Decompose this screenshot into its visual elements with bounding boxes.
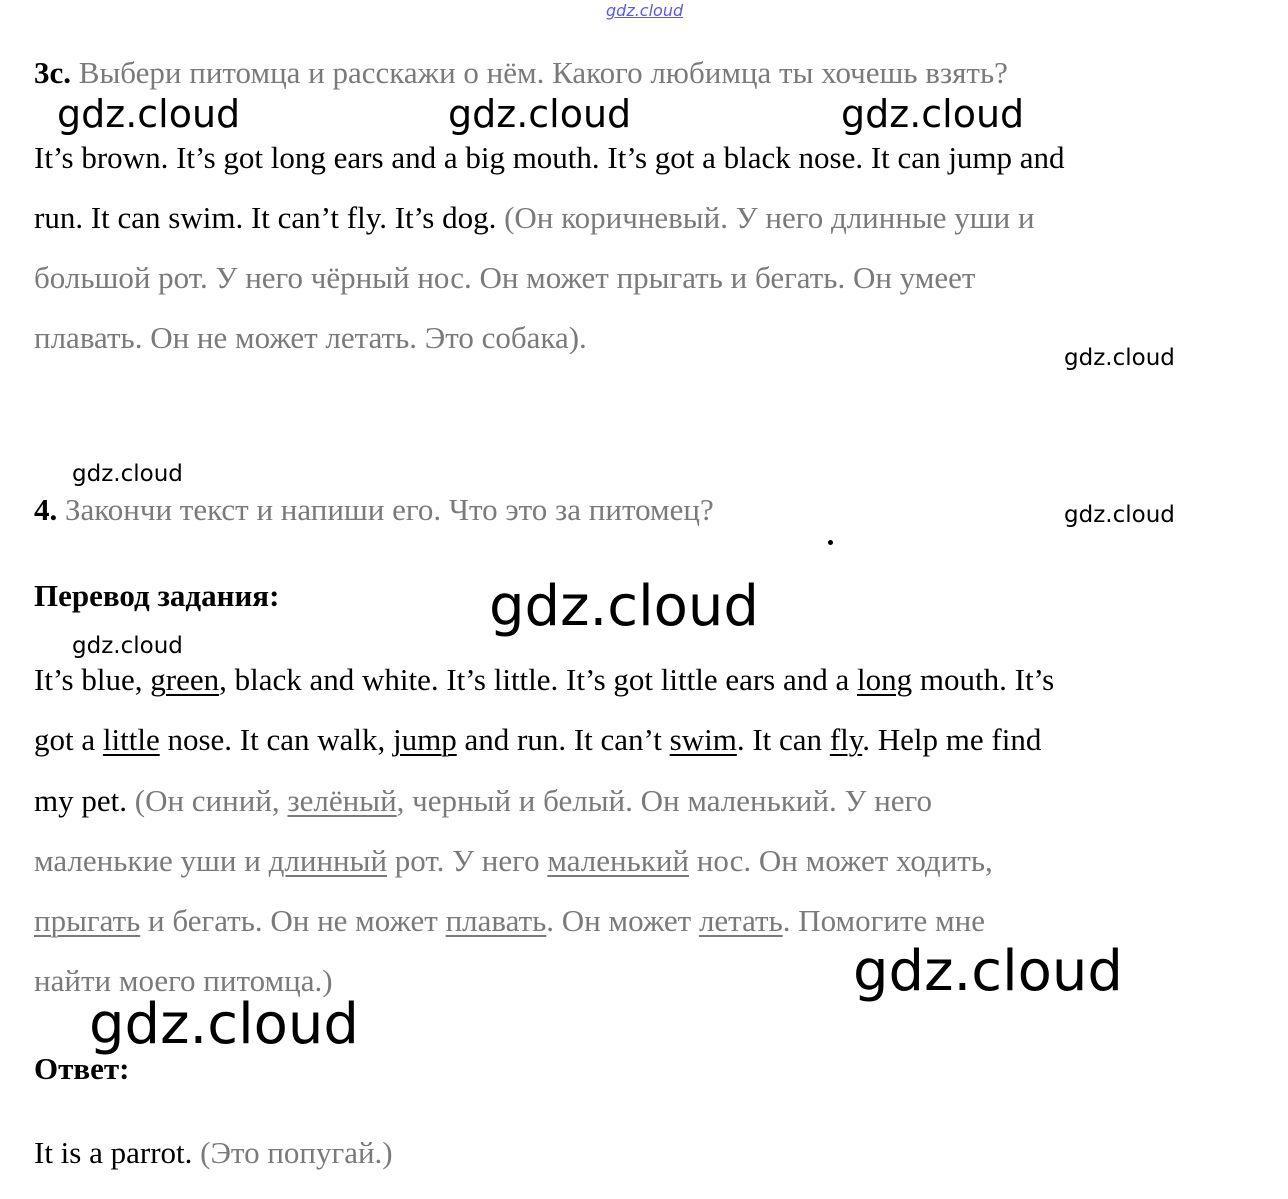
instruction-text: Выбери питомца и расскажи о нём. Какого любимца ты хочешь взять? [78,55,1008,90]
english-text: It is a parrot. [34,1135,193,1170]
text-segment: , black and white. It’s little. It’s got little ears and a [219,662,858,697]
translation-heading: Перевод задания: [34,578,280,613]
watermark: gdz.cloud [448,92,632,136]
underlined-word: fly [829,722,863,757]
translation-line: плавать. Он не может летать. Это собака). [34,320,587,355]
english-text: run. It can swim. It can’t fly. It’s dog. [34,200,497,235]
text-segment: mouth. It’s [912,662,1055,697]
answer-line [34,1135,393,1171]
underlined-word: little [102,722,160,757]
text-line [34,722,1041,758]
watermark: gdz.cloud [489,574,759,639]
answer-line: It’s brown. It’s got long ears and a big mouth. It’s got a black nose. It can jump and [34,140,1065,175]
translation-segment: нос. Он может ходить, [689,843,993,878]
answer-line [34,200,1035,236]
translation-line: большой рот. У него чёрный нос. Он может прыгать и бегать. Он умеет [34,260,976,295]
watermark: gdz.cloud [72,461,183,487]
translation-line [34,903,985,939]
underlined-word: swim [669,722,737,757]
translation-text: (Он коричневый. У него длинные уши и [504,200,1035,235]
text-line [34,662,1054,698]
underlined-word: плавать [445,903,547,938]
text-segment: and run. It can’t [456,722,670,757]
task-4-instruction [34,492,714,528]
translation-segment: . Он может [546,903,699,938]
underlined-word: jump [393,722,457,757]
watermark: gdz.cloud [853,939,1123,1004]
text-segment: . It can [736,722,830,757]
translation-segment: маленькие уши и [34,843,269,878]
watermark: gdz.cloud [89,992,359,1057]
watermark: gdz.cloud [1064,345,1175,371]
answer-heading: Ответ: [34,1051,130,1086]
translation-line: найти моего питомца.) [34,963,333,998]
text-segment: my pet. [34,783,135,818]
watermark: gdz.cloud [841,92,1025,136]
watermark: gdz.cloud [1064,502,1175,528]
underlined-word: прыгать [34,903,141,938]
task-3c-instruction [34,55,1008,91]
translation-segment: и бегать. Он не может [140,903,446,938]
translation-line [34,843,993,879]
text-segment: . Help me find [862,722,1042,757]
task-number: 4. [34,492,58,527]
translation-text: (Это попугай.) [200,1135,393,1170]
underlined-word: long [857,662,913,697]
watermark: gdz.cloud [72,633,183,659]
underlined-word: летать [698,903,783,938]
underlined-word: green [150,662,220,697]
text-line [34,783,932,819]
stray-dot [828,540,833,545]
text-segment: It’s blue, [34,662,151,697]
translation-segment: (Он синий, [134,783,288,818]
task-number: 3c. [34,55,72,90]
underlined-word: зелёный [287,783,397,818]
underlined-word: длинный [268,843,388,878]
underlined-word: маленький [547,843,689,878]
text-segment: nose. It can walk, [159,722,393,757]
translation-segment: рот. У него [387,843,548,878]
text-segment: got a [34,722,103,757]
watermark: gdz.cloud [57,92,241,136]
translation-segment: . Помогите мне [782,903,985,938]
instruction-text: Закончи текст и напиши его. Что это за питомец? [65,492,714,527]
watermark-top: gdz.cloud [606,1,684,20]
translation-segment: , черный и белый. Он маленький. У него [396,783,932,818]
